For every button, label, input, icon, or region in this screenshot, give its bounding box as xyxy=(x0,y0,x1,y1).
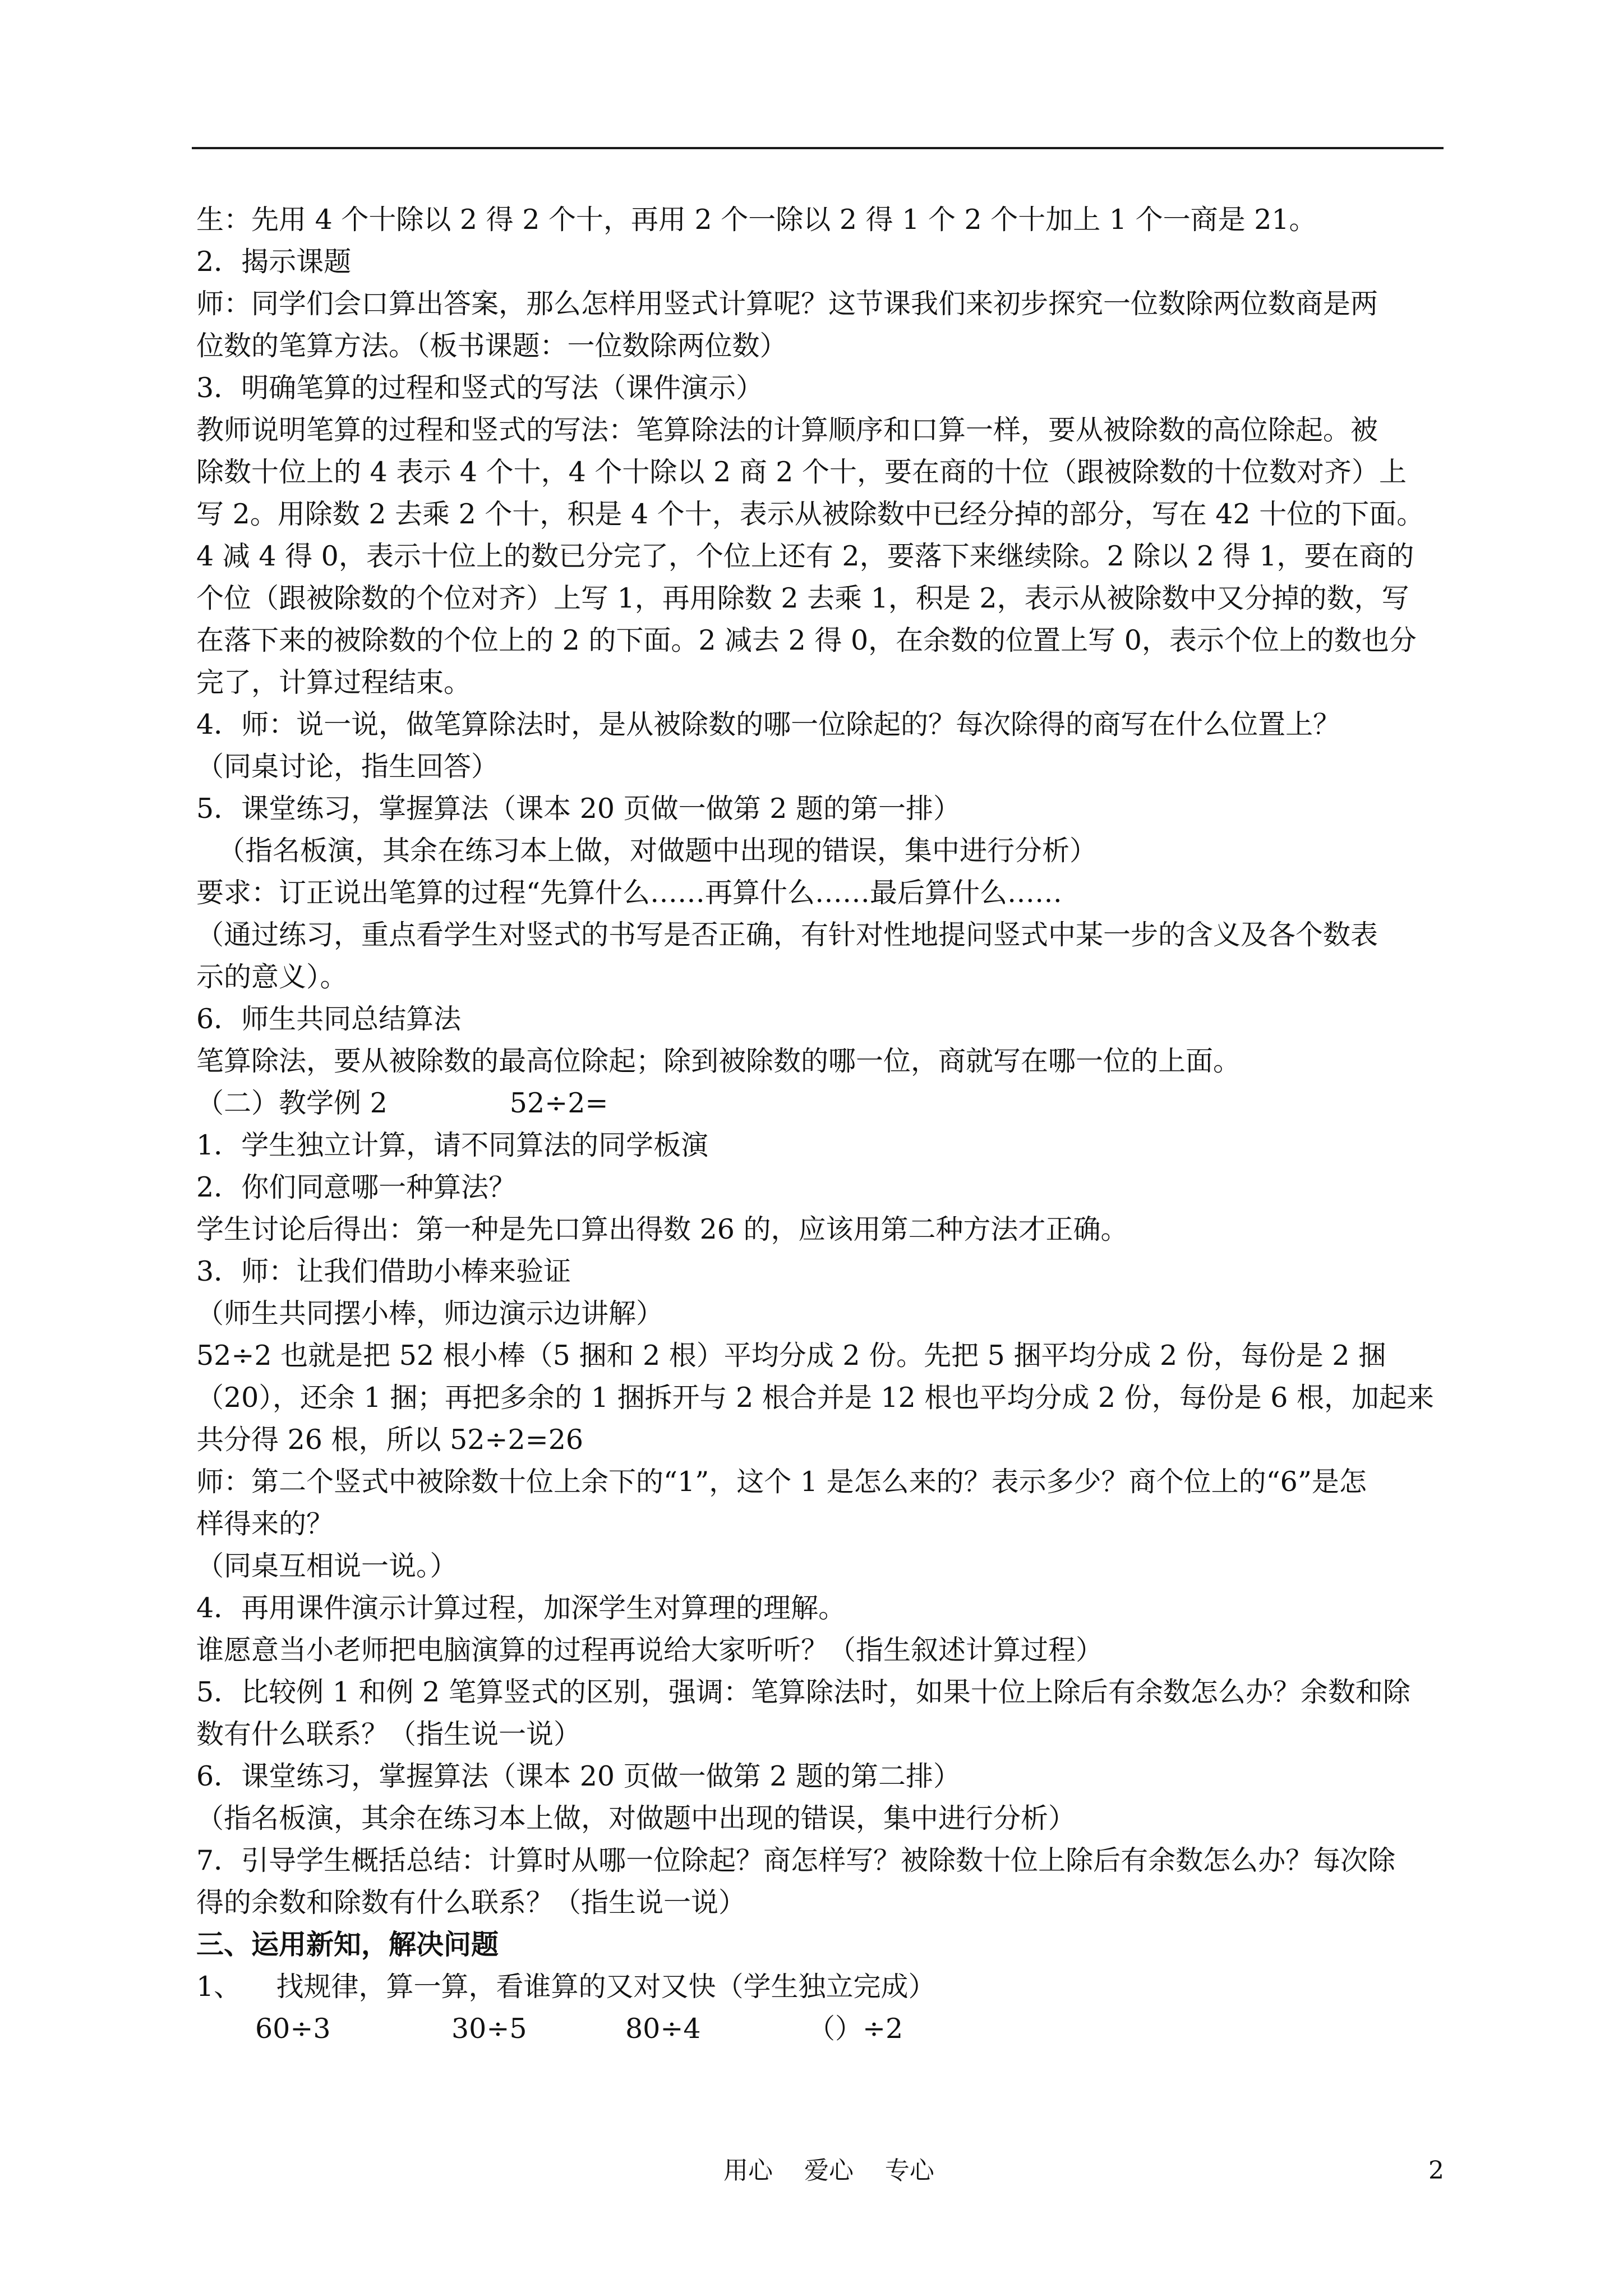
section-heading: 3．明确笔算的过程和竖式的写法（课件演示） xyxy=(196,372,764,404)
text-line: 7．引导学生概括总结：计算时从哪一位除起？商怎样写？被除数十位上除后有余数怎么办？每次除 xyxy=(196,1844,1396,1876)
section-heading: （二）教学例 2 52÷2= xyxy=(196,1087,608,1119)
text-line: 52÷2 也就是把 52 根小棒（5 捆和 2 根）平均分成 2 份。先把 5 捆平均分成 2 份，每份是 2 捆 xyxy=(196,1340,1386,1372)
document-body xyxy=(196,199,1447,2050)
section-heading: 6．师生共同总结算法 xyxy=(196,1003,462,1035)
exercise-item: 80÷4 xyxy=(625,2013,701,2045)
text-line: （师生共同摆小棒，师边演示边讲解） xyxy=(196,1297,664,1329)
text-line: 得的余数和除数有什么联系？（指生说一说） xyxy=(196,1887,746,1918)
text-line: （同桌讨论，指生回答） xyxy=(196,751,499,783)
text-line: 样得来的？ xyxy=(196,1508,334,1540)
section-title: 三、运用新知，解决问题 xyxy=(196,1928,499,1961)
text-line: 在落下来的被除数的个位上的 2 的下面。2 减去 2 得 0，在余数的位置上写 0，表示个位上的数也分 xyxy=(196,624,1417,656)
text-line: 1．学生独立计算，请不同算法的同学板演 xyxy=(196,1129,709,1161)
footer-motto: 用心 爱心 专心 xyxy=(723,2156,934,2185)
text-line: 师：第二个竖式中被除数十位上余下的“1”，这个 1 是怎么来的？表示多少？商个位上的“6”是怎 xyxy=(196,1466,1367,1498)
text-line: 6．课堂练习，掌握算法（课本 20 页做一做第 2 题的第二排） xyxy=(196,1760,961,1792)
exercise-item: 60÷3 xyxy=(255,2013,331,2045)
exercise-item: 30÷5 xyxy=(451,2013,527,2045)
page-footer xyxy=(0,2154,1623,2188)
text-line: 生：先用 4 个十除以 2 得 2 个十，再用 2 个一除以 2 得 1 个 2 个十加上 1 个一商是 21。 xyxy=(196,204,1317,236)
text-line: （20），还余 1 捆；再把多余的 1 捆拆开与 2 根合并是 12 根也平均分成 2 份，每份是 6 根，加起来 xyxy=(196,1382,1434,1414)
header-rule xyxy=(192,147,1444,149)
section-heading: 2．揭示课题 xyxy=(196,246,352,278)
text-line: 师：同学们会口算出答案，那么怎样用竖式计算呢？这节课我们来初步探究一位数除两位数商是两 xyxy=(196,288,1378,320)
text-line: 4．再用课件演示计算过程，加深学生对算理的理解。 xyxy=(196,1592,846,1624)
text-line: 学生讨论后得出：第一种是先口算出得数 26 的，应该用第二种方法才正确。 xyxy=(196,1213,1128,1245)
text-line: （通过练习，重点看学生对竖式的书写是否正确，有针对性地提问竖式中某一步的含义及各个数表 xyxy=(196,919,1378,951)
text-line: 位数的笔算方法。（板书课题：一位数除两位数） xyxy=(196,330,787,362)
text-line: 教师说明笔算的过程和竖式的写法：笔算除法的计算顺序和口算一样，要从被除数的高位除起。被 xyxy=(196,414,1378,446)
text-line: 2．你们同意哪一种算法？ xyxy=(196,1171,517,1203)
page-number: 2 xyxy=(1428,2156,1444,2185)
text-line: 完了，计算过程结束。 xyxy=(196,666,472,698)
section-heading: 4．师：说一说，做笔算除法时，是从被除数的哪一位除起的？每次除得的商写在什么位置上？ xyxy=(196,708,1341,740)
text-line: （指名板演，其余在练习本上做，对做题中出现的错误，集中进行分析） xyxy=(218,835,1098,867)
text-line: 1、 找规律，算一算，看谁算的又对又快（学生独立完成） xyxy=(196,1971,936,2003)
text-line: （同桌互相说一说。） xyxy=(196,1550,458,1582)
text-line: 共分得 26 根，所以 52÷2=26 xyxy=(196,1424,584,1456)
text-line: 笔算除法，要从被除数的最高位除起；除到被除数的哪一位，商就写在哪一位的上面。 xyxy=(196,1045,1241,1077)
exercise-item: （）÷2 xyxy=(808,2013,903,2045)
text-line: 4 减 4 得 0，表示十位上的数已分完了，个位上还有 2，要落下来继续除。2 除以 2 得 1，要在商的 xyxy=(196,540,1414,572)
text-line: 示的意义）。 xyxy=(196,961,348,993)
text-line: 个位（跟被除数的个位对齐）上写 1，再用除数 2 去乘 1，积是 2，表示从被除数中又分掉的数，写 xyxy=(196,582,1409,614)
section-heading: 5．课堂练习，掌握算法（课本 20 页做一做第 2 题的第一排） xyxy=(196,793,961,825)
text-line: 要求：订正说出笔算的过程“先算什么……再算什么……最后算什么…… xyxy=(196,877,1063,909)
exercise-row xyxy=(196,2008,1447,2050)
text-line: 数有什么联系？（指生说一说） xyxy=(196,1718,582,1750)
text-line: 5．比较例 1 和例 2 笔算竖式的区别，强调：笔算除法时，如果十位上除后有余数怎么办？余数和除 xyxy=(196,1676,1410,1708)
text-line: （指名板演，其余在练习本上做，对做题中出现的错误，集中进行分析） xyxy=(196,1802,1076,1834)
text-line: 谁愿意当小老师把电脑演算的过程再说给大家听听？（指生叙述计算过程） xyxy=(196,1634,1104,1666)
text-line: 除数十位上的 4 表示 4 个十，4 个十除以 2 商 2 个十，要在商的十位（跟被除数的十位数对齐）上 xyxy=(196,456,1407,488)
text-line: 写 2。用除数 2 去乘 2 个十，积是 4 个十，表示从被除数中已经分掉的部分，写在 42 十位的下面。 xyxy=(196,498,1424,530)
text-line: 3．师：让我们借助小棒来验证 xyxy=(196,1255,571,1287)
